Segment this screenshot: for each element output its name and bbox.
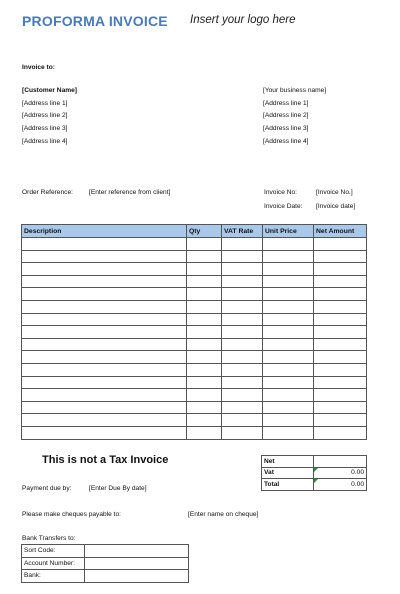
table-cell[interactable] xyxy=(222,351,263,364)
table-cell[interactable] xyxy=(222,426,263,439)
total-value: 0.00 xyxy=(351,480,364,488)
customer-address-block xyxy=(22,87,77,150)
table-row xyxy=(22,426,367,439)
table-row xyxy=(22,238,367,251)
table-cell[interactable] xyxy=(187,351,222,364)
account-number-label: Account Number: xyxy=(22,557,85,570)
customer-address-line: [Address line 2] xyxy=(22,112,68,120)
table-cell[interactable] xyxy=(263,250,314,263)
column-header-unit-price: Unit Price xyxy=(263,225,314,238)
table-cell[interactable] xyxy=(314,238,367,251)
table-row xyxy=(22,376,367,389)
bank-details-table xyxy=(21,544,189,583)
table-cell[interactable] xyxy=(187,401,222,414)
table-cell[interactable] xyxy=(263,376,314,389)
table-cell[interactable] xyxy=(314,414,367,427)
table-cell[interactable] xyxy=(263,338,314,351)
table-cell[interactable] xyxy=(263,426,314,439)
table-cell[interactable] xyxy=(263,275,314,288)
column-header-description: Description xyxy=(22,225,187,238)
payment-due-label: Payment due by: xyxy=(22,485,72,492)
table-row xyxy=(22,401,367,414)
table-cell[interactable] xyxy=(314,363,367,376)
table-cell[interactable] xyxy=(187,250,222,263)
table-cell[interactable] xyxy=(263,238,314,251)
totals-table xyxy=(261,455,367,491)
table-cell[interactable] xyxy=(314,275,367,288)
table-cell[interactable] xyxy=(314,338,367,351)
total-label: Total xyxy=(262,479,314,491)
table-cell[interactable] xyxy=(22,313,187,326)
table-cell[interactable] xyxy=(263,288,314,301)
table-cell[interactable] xyxy=(314,250,367,263)
business-name: [Your business name] xyxy=(263,87,327,94)
table-cell[interactable] xyxy=(263,300,314,313)
table-cell[interactable] xyxy=(314,326,367,339)
totals-row-total xyxy=(262,479,367,491)
business-address-line: [Address line 3] xyxy=(263,125,309,133)
document-title: PROFORMA INVOICE xyxy=(22,13,168,29)
order-reference-value[interactable]: [Enter reference from client] xyxy=(89,189,171,196)
column-header-vat-rate: VAT Rate xyxy=(222,225,263,238)
payment-due-value[interactable]: [Enter Due By date] xyxy=(89,485,147,492)
table-row xyxy=(22,389,367,402)
bank-transfer-label: Bank Transfers to: xyxy=(22,535,76,542)
logo-placeholder: Insert your logo here xyxy=(190,14,296,26)
business-address-line: [Address line 4] xyxy=(263,137,309,145)
table-cell[interactable] xyxy=(187,376,222,389)
bank-row-sort-code xyxy=(22,545,189,558)
table-cell[interactable] xyxy=(222,263,263,276)
table-row xyxy=(22,363,367,376)
customer-address-line: [Address line 3] xyxy=(22,125,68,133)
customer-address-line: [Address line 4] xyxy=(22,137,68,145)
table-cell[interactable] xyxy=(314,426,367,439)
net-value[interactable] xyxy=(314,456,367,468)
table-cell[interactable] xyxy=(187,275,222,288)
table-cell[interactable] xyxy=(187,363,222,376)
vat-value-cell[interactable] xyxy=(314,467,367,479)
line-items-table xyxy=(21,224,367,440)
table-cell[interactable] xyxy=(187,300,222,313)
cheque-payable-label: Please make cheques payable to: xyxy=(22,511,121,518)
table-cell[interactable] xyxy=(22,414,187,427)
table-cell[interactable] xyxy=(22,351,187,364)
table-cell[interactable] xyxy=(22,263,187,276)
totals-row-vat xyxy=(262,467,367,479)
customer-address-line: [Address line 1] xyxy=(22,99,68,107)
business-address-block xyxy=(263,87,326,150)
table-cell[interactable] xyxy=(187,389,222,402)
table-cell[interactable] xyxy=(263,351,314,364)
table-cell[interactable] xyxy=(222,326,263,339)
table-cell[interactable] xyxy=(187,338,222,351)
table-cell[interactable] xyxy=(22,338,187,351)
table-cell[interactable] xyxy=(314,288,367,301)
formula-indicator-icon xyxy=(314,468,318,472)
totals-row-net xyxy=(262,456,367,468)
table-cell[interactable] xyxy=(22,389,187,402)
table-cell[interactable] xyxy=(222,363,263,376)
business-address-line: [Address line 1] xyxy=(263,99,309,107)
table-cell[interactable] xyxy=(187,263,222,276)
table-cell[interactable] xyxy=(222,389,263,402)
invoice-number-label: Invoice No: xyxy=(264,189,297,196)
table-cell[interactable] xyxy=(22,238,187,251)
table-cell[interactable] xyxy=(263,313,314,326)
total-value-cell[interactable] xyxy=(314,479,367,491)
table-row xyxy=(22,414,367,427)
table-row xyxy=(22,313,367,326)
customer-name: [Customer Name] xyxy=(22,87,77,94)
table-cell[interactable] xyxy=(22,376,187,389)
table-cell[interactable] xyxy=(222,313,263,326)
bank-name-label: Bank: xyxy=(22,570,85,583)
table-cell[interactable] xyxy=(222,414,263,427)
table-cell[interactable] xyxy=(222,288,263,301)
table-row xyxy=(22,351,367,364)
column-header-qty: Qty xyxy=(187,225,222,238)
invoice-number-value[interactable]: [Invoice No.] xyxy=(316,189,353,196)
vat-label: Vat xyxy=(262,467,314,479)
table-cell[interactable] xyxy=(22,401,187,414)
table-cell[interactable] xyxy=(222,401,263,414)
table-cell[interactable] xyxy=(187,414,222,427)
table-cell[interactable] xyxy=(263,389,314,402)
sort-code-value[interactable] xyxy=(85,545,189,558)
table-cell[interactable] xyxy=(187,426,222,439)
table-row xyxy=(22,263,367,276)
table-cell[interactable] xyxy=(314,313,367,326)
table-cell[interactable] xyxy=(263,401,314,414)
table-cell[interactable] xyxy=(314,351,367,364)
table-cell[interactable] xyxy=(222,338,263,351)
column-header-net-amount: Net Amount xyxy=(314,225,367,238)
table-cell[interactable] xyxy=(263,414,314,427)
bank-row-account-number xyxy=(22,557,189,570)
table-cell[interactable] xyxy=(187,238,222,251)
table-cell[interactable] xyxy=(314,389,367,402)
invoice-date-label: Invoice Date: xyxy=(264,203,303,210)
table-cell[interactable] xyxy=(263,363,314,376)
line-items-header-row xyxy=(22,225,367,238)
table-row xyxy=(22,300,367,313)
table-row xyxy=(22,275,367,288)
cheque-payable-value[interactable]: [Enter name on cheque] xyxy=(188,511,259,518)
table-cell[interactable] xyxy=(22,275,187,288)
table-cell[interactable] xyxy=(222,238,263,251)
table-cell[interactable] xyxy=(263,326,314,339)
bank-name-value[interactable] xyxy=(85,570,189,583)
table-cell[interactable] xyxy=(314,376,367,389)
table-cell[interactable] xyxy=(222,250,263,263)
table-row xyxy=(22,288,367,301)
table-cell[interactable] xyxy=(22,300,187,313)
not-tax-invoice-notice: This is not a Tax Invoice xyxy=(42,454,169,466)
bank-row-bank xyxy=(22,570,189,583)
vat-value: 0.00 xyxy=(351,469,364,477)
table-row xyxy=(22,338,367,351)
account-number-value[interactable] xyxy=(85,557,189,570)
table-cell[interactable] xyxy=(314,300,367,313)
order-reference-label: Order Reference: xyxy=(22,189,73,196)
table-cell[interactable] xyxy=(22,426,187,439)
net-label: Net xyxy=(262,456,314,468)
table-cell[interactable] xyxy=(222,275,263,288)
table-cell[interactable] xyxy=(222,376,263,389)
table-cell[interactable] xyxy=(187,326,222,339)
table-row xyxy=(22,250,367,263)
table-cell[interactable] xyxy=(22,288,187,301)
table-cell[interactable] xyxy=(22,250,187,263)
table-row xyxy=(22,326,367,339)
table-cell[interactable] xyxy=(314,401,367,414)
table-cell[interactable] xyxy=(187,288,222,301)
table-cell[interactable] xyxy=(22,326,187,339)
invoice-date-value[interactable]: [Invoice date] xyxy=(316,203,356,210)
invoice-to-label: Invoice to: xyxy=(22,64,55,71)
formula-indicator-icon xyxy=(314,479,318,483)
table-cell[interactable] xyxy=(222,300,263,313)
business-address-line: [Address line 2] xyxy=(263,112,309,120)
table-cell[interactable] xyxy=(263,263,314,276)
sort-code-label: Sort Code: xyxy=(22,545,85,558)
table-cell[interactable] xyxy=(187,313,222,326)
table-cell[interactable] xyxy=(314,263,367,276)
table-cell[interactable] xyxy=(22,363,187,376)
